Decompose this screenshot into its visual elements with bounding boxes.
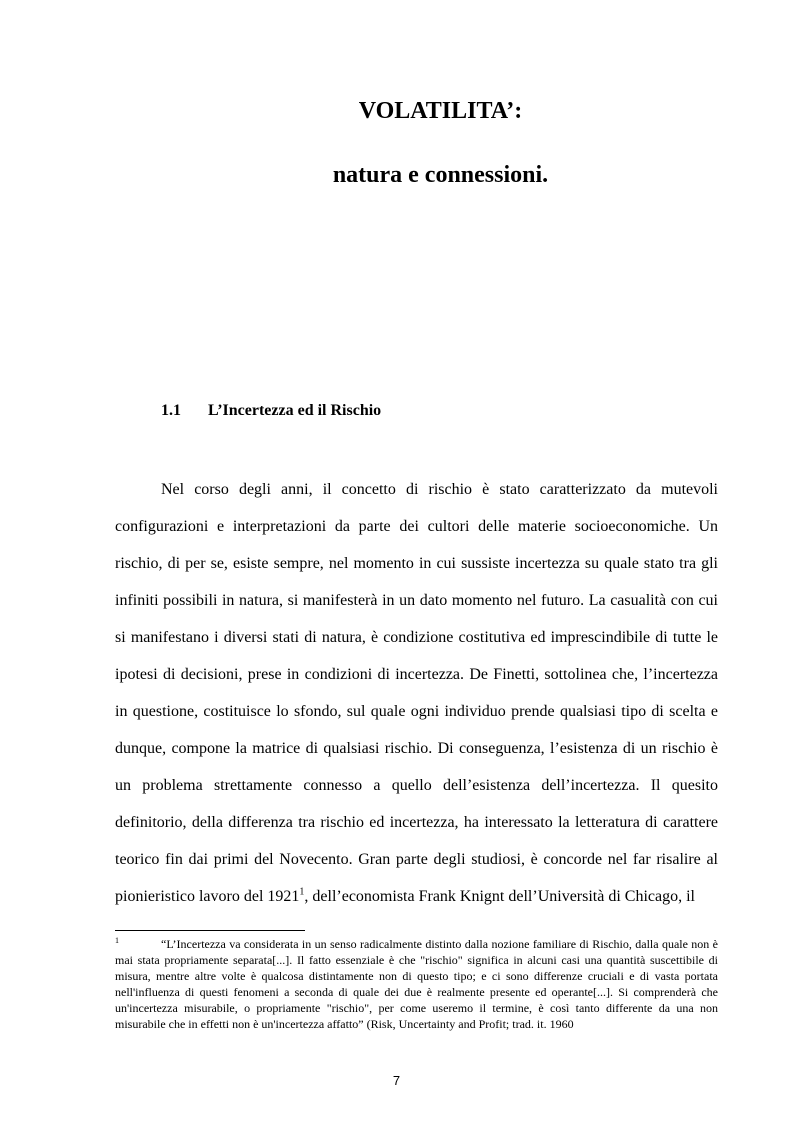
footnote-separator — [115, 930, 305, 931]
section-heading — [161, 400, 381, 422]
paragraph-text-continued: , dell’economista Frank Knignt dell’Università di Chicago, il — [304, 888, 695, 905]
footnote-text: “L’Incertezza va considerata in un senso radicalmente distinto dalla nozione familiare di Rischio, dalla quale non è mai stata propriamente separata[...]. Il fatto essenziale è che "rischio" significa in alcuni casi una quantità suscettibile di misura, mentre altre volte è qualcosa distintamente non di questo tipo; e ci sono differenze cruciali e di vasta portata nell'influenza di questi fenomeni a seconda di quale dei due è realmente presente ed operante[...]. Si comprenderà che un'incertezza misurabile, o propriamente "rischio", per come useremo il termine, è così tanto differente da una non misurabile che in effetti non è un'incertezza affatto” (Risk, Uncertainty and Profit; trad. it. 1960 — [115, 937, 718, 1031]
section-title: L’Incertezza ed il Rischio — [208, 402, 382, 419]
section-number: 1.1 — [161, 402, 181, 419]
chapter-subtitle: natura e connessioni. — [332, 162, 549, 188]
body-paragraph — [115, 471, 718, 915]
footnote: 1 “L’Incertezza va considerata in un senso radicalmente distinto dalla nozione familiare di Rischio, dalla quale non è mai stata propriamente separata[...]. Il fatto essenziale è che "rischio" significa in alcuni casi una quantità suscettibile di misura, mentre altre volte è qualcosa distintamente non di questo tipo; e ci sono differenze cruciali e di vasta portata nell'influenza di questi fenomeni a seconda di quale dei due è realmente presente ed operante[...]. Si comprenderà che un'incertezza misurabile, o propriamente "rischio", per come useremo il termine, è così tanto differente da una non misurabile che in effetti non è un'incertezza affatto” (Risk, Uncertainty and Profit; trad. it. 1960 — [115, 936, 718, 1031]
page-number: 7 — [392, 1073, 401, 1088]
paragraph-text: Nel corso degli anni, il concetto di rischio è stato caratterizzato da mutevoli configurazioni e interpretazioni da parte dei cultori delle materie socioeconomiche. Un rischio, di per se, esiste sempre, nel momento in cui sussiste incertezza su quale stato tra gli infiniti possibili in natura, si manifesterà in un dato momento nel futuro. La casualità con cui si manifestano i diversi stati di natura, è condizione costitutiva ed imprescindibile di tutte le ipotesi di decisioni, prese in condizioni di incertezza. De Finetti, sottolinea che, l’incertezza in questione, costituisce lo sfondo, sul quale ogni individuo prende qualsiasi tipo di scelta e dunque, compone la matrice di qualsiasi rischio. Di conseguenza, l’esistenza di un rischio è un problema strettamente connesso a quello dell’esistenza dell’incertezza. Il quesito definitorio, della differenza tra rischio ed incertezza, ha interessato la letteratura di carattere teorico fin dai primi del Novecento. Gran parte degli studiosi, è concorde nel far risalire al pionieristico lavoro del 1921 — [115, 481, 718, 905]
chapter-title: VOLATILITA’: — [358, 98, 523, 124]
footnote-reference[interactable]: 1 — [299, 886, 305, 898]
